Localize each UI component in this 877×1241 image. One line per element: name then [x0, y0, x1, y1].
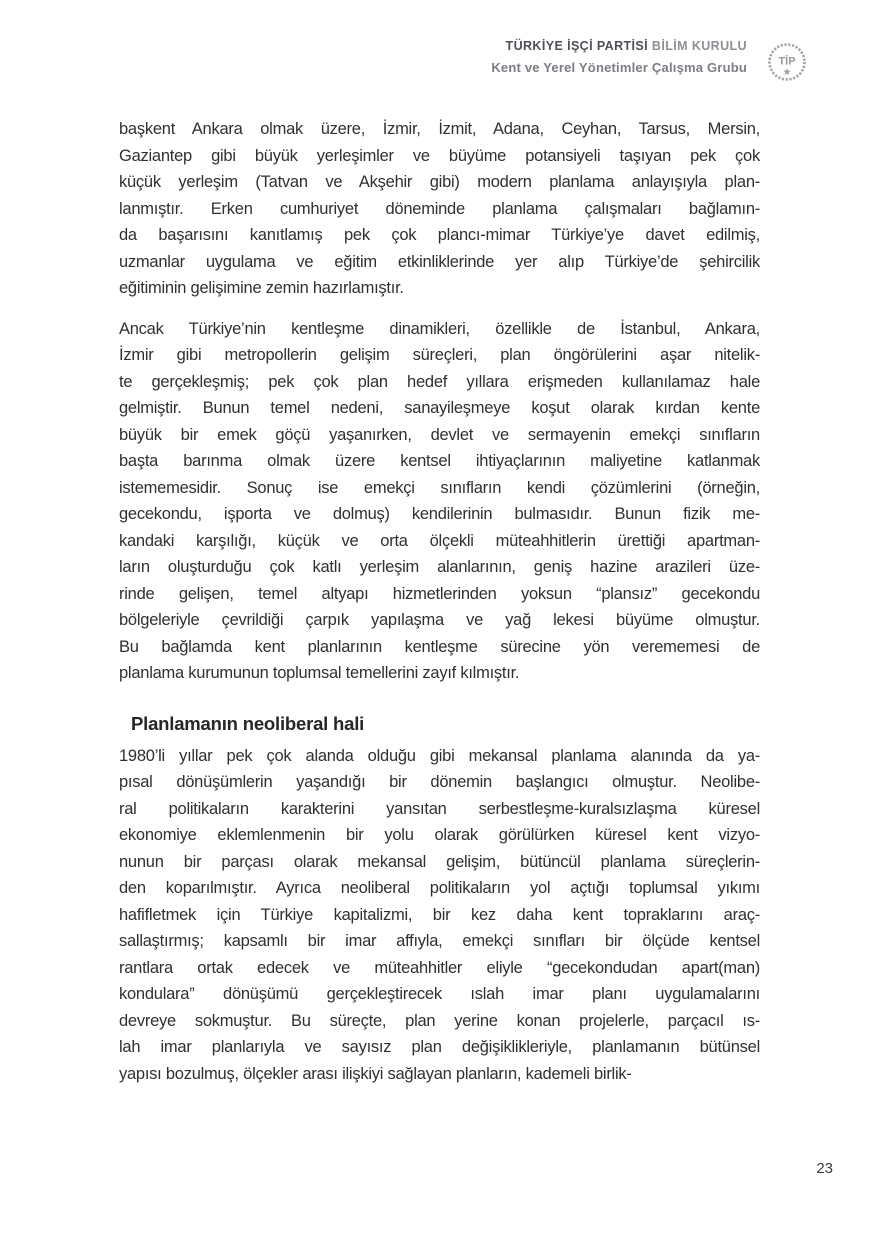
text-line: ların oluşturduğu çok katlı yerleşim alanlarının, geniş hazine arazileri üze- [119, 558, 760, 576]
section-heading: Planlamanın neoliberal hali [131, 712, 365, 734]
text-line: gecekondu, işporta ve dolmuş) kendilerinin bulmasıdır. Bunun fizik me- [119, 505, 760, 523]
page-number: 23 [816, 1160, 833, 1177]
text-line: yapısı bozulmuş, ölçekler arası ilişkiyi sağlayan planların, kademeli birlik- [119, 1064, 632, 1083]
page-body [119, 116, 760, 1101]
paragraph [119, 116, 760, 302]
text-line: eğitiminin gelişimine zemin hazırlamıştır. [119, 279, 404, 297]
text-line: kondulara” dönüşümü gerçekleştirecek ıslah imar planı uygulamalarını [119, 985, 760, 1003]
text-line: Gaziantep gibi büyük yerleşimler ve büyüme potansiyeli taşıyan pek çok [119, 146, 760, 165]
header-title-secondary: BİLİM KURULU [648, 39, 747, 53]
header-title-primary: TÜRKİYE İŞÇİ PARTİSİ [505, 39, 649, 53]
text-line: sallaştırmış; kapsamlı bir imar affıyla, emekçi sınıfları bir ölçüde kentsel [119, 932, 760, 950]
text-line: hafifletmek için Türkiye kapitalizmi, bir kez daha kent topraklarını araç- [119, 905, 760, 924]
text-line: başta barınma olmak üzere kentsel ihtiyaçlarının maliyetine katlanmak [119, 452, 760, 470]
text-line: uzmanlar uygulama ve eğitim etkinliklerinde yer alıp Türkiye’de şehircilik [119, 252, 760, 271]
text-line: bölgeleriyle çevrildiği çarpık yapılaşma ve yağ lekesi büyüme olmuştur. [119, 611, 760, 629]
text-line: devreye sokmuştur. Bu süreçte, plan yerine konan projelerle, parçacıl ıs- [119, 1011, 760, 1030]
text-line: te gerçekleşmiş; pek çok plan hedef yıllara erişmeden kullanılamaz hale [119, 372, 760, 391]
text-line: İzmir gibi metropollerin gelişim süreçleri, plan öngörülerini aşar nitelik- [119, 346, 760, 364]
text-line: küçük yerleşim (Tatvan ve Akşehir gibi) modern planlama anlayışıyla plan- [119, 173, 760, 191]
text-line: ekonomiye eklemlenmenin bir yolu olarak görülürken küresel kent vizyo- [119, 826, 760, 844]
text-line: lah imar planlarıyla ve sayısız plan değişiklikleriyle, planlamanın bütünsel [119, 1038, 760, 1056]
text-line: 1980’li yıllar pek çok alanda olduğu gibi mekansal planlama alanında da ya- [119, 746, 760, 765]
text-line: rinde gelişen, temel altyapı hizmetlerinden yoksun “plansız” gecekondu [119, 584, 760, 603]
paragraph [119, 316, 760, 687]
text-line: büyük bir emek göçü yaşanırken, devlet ve sermayenin emekçi sınıfların [119, 425, 760, 444]
tip-party-emblem-icon [767, 42, 807, 82]
text-line: rantlara ortak edecek ve müteahhitler eliyle “gecekondudan apart(man) [119, 958, 760, 977]
text-line: gelmiştir. Bunun temel nedeni, sanayileşmeye koşut olarak kırdan kente [119, 399, 760, 417]
text-line: planlama kurumunun toplumsal temellerini zayıf kılmıştır. [119, 664, 520, 682]
text-line: nunun bir parçası olarak mekansal gelişim, bütüncül planlama süreçlerin- [119, 852, 760, 871]
text-line: lanmıştır. Erken cumhuriyet döneminde planlama çalışmaları bağlamın- [119, 199, 760, 218]
paragraph [119, 743, 760, 1088]
text-line: başkent Ankara olmak üzere, İzmir, İzmit, Adana, Ceyhan, Tarsus, Mersin, [119, 120, 760, 138]
text-line: Bu bağlamda kent planlarının kentleşme sürecine yön verememesi de [119, 637, 760, 656]
text-line: ral politikaların karakterini yansıtan serbestleşme-kuralsızlaşma küresel [119, 799, 760, 818]
header-title [491, 39, 747, 53]
text-line: istememesidir. Sonuç ise emekçi sınıfların kendi çözümlerini (örneğin, [119, 478, 760, 497]
document-header [491, 39, 747, 75]
header-subtitle: Kent ve Yerel Yönetimler Çalışma Grubu [491, 60, 747, 75]
text-line: kandaki karşılığı, küçük ve orta ölçekli müteahhitlerin ürettiği apartman- [119, 531, 760, 550]
text-line: den koparılmıştır. Ayrıca neoliberal politikaların yol açtığı toplumsal yıkımı [119, 879, 760, 897]
text-line: pısal dönüşümlerin yaşandığı bir dönemin başlangıcı olmuştur. Neolibe- [119, 773, 760, 791]
text-line: da başarısını kanıtlamış pek çok plancı-mimar Türkiye’ye davet edilmiş, [119, 226, 760, 244]
text-line: Ancak Türkiye’nin kentleşme dinamikleri, özellikle de İstanbul, Ankara, [119, 319, 760, 338]
svg-text:TİP: TİP [778, 55, 796, 68]
